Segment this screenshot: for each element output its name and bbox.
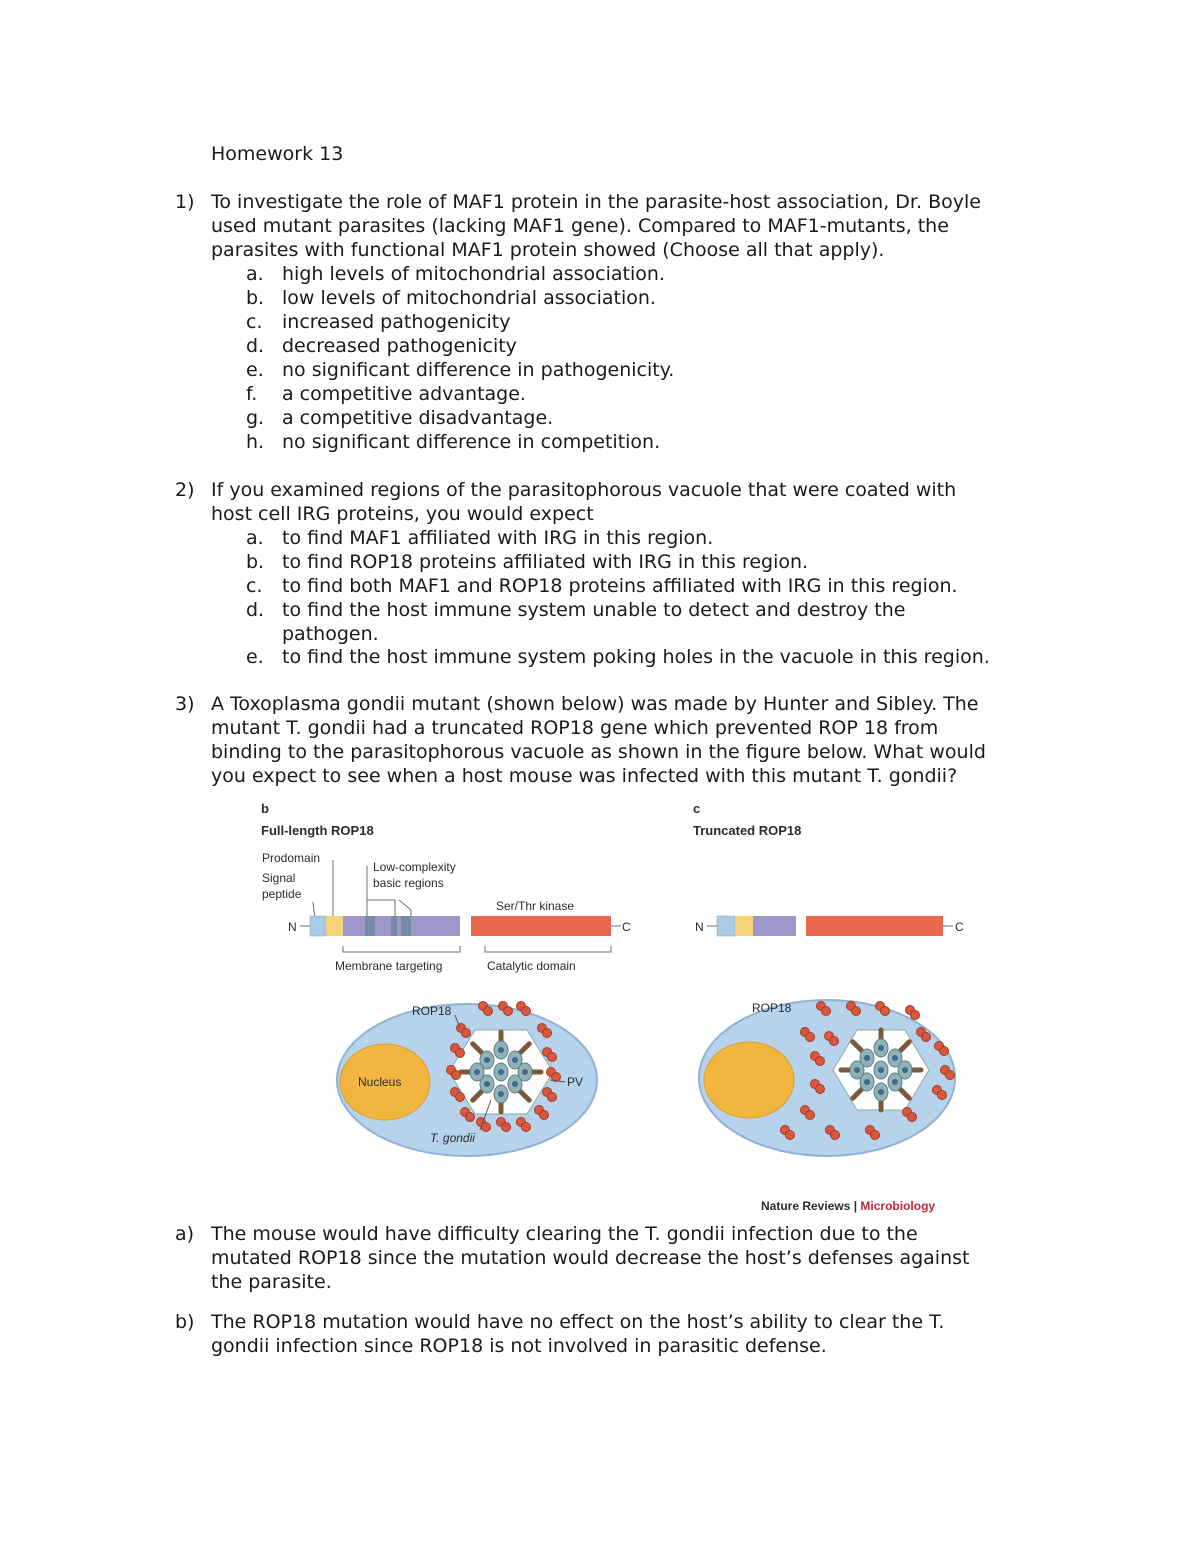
panel-c-letter: c — [693, 801, 701, 816]
option-letter: c. — [246, 575, 263, 597]
parasite-nucleus — [892, 1055, 898, 1061]
option-text: high levels of mitochondrial association. — [282, 263, 665, 285]
option-text: to find ROP18 proteins affiliated with IRG in this region. — [282, 551, 809, 573]
n-terminus-label: N — [288, 920, 297, 934]
option-letter: a. — [246, 263, 264, 285]
answer-text-line: The ROP18 mutation would have no effect on the host’s ability to clear the T. — [211, 1311, 945, 1333]
rop18-dot — [482, 1123, 491, 1132]
rop18-dot — [911, 1011, 920, 1020]
question-text-line: host cell IRG proteins, you would expect — [211, 503, 594, 525]
parasite-cluster-b — [461, 1032, 541, 1112]
nucleus-label: Nucleus — [358, 1075, 402, 1089]
c-terminus-label-c: C — [955, 920, 964, 934]
parasite-nucleus — [512, 1081, 518, 1087]
question-number: 1) — [175, 191, 195, 213]
credit-journal: Nature Reviews — [761, 1199, 851, 1213]
membrane-targeting-label: Membrane targeting — [335, 959, 443, 973]
option-letter: a. — [246, 527, 264, 549]
rop18-dot — [946, 1071, 955, 1080]
page-title: Homework 13 — [211, 143, 344, 165]
rop18-dot — [831, 1131, 840, 1140]
question-text-line: If you examined regions of the parasitophorous vacuole that were coated with — [211, 479, 957, 501]
answer-text-line: gondii infection since ROP18 is not involved in parasitic defense. — [211, 1335, 827, 1357]
n-terminus-label-c: N — [695, 920, 704, 934]
rop18-dot — [806, 1033, 815, 1042]
question-text-line: you expect to see when a host mouse was infected with this mutant T. gondii? — [211, 765, 958, 787]
rop18-dot — [543, 1029, 552, 1038]
rop18-dot — [484, 1007, 493, 1016]
option-text: a competitive advantage. — [282, 383, 526, 405]
parasite-nucleus — [892, 1079, 898, 1085]
rop18-dot — [922, 1033, 931, 1042]
rop18-dot — [548, 1053, 557, 1062]
panel-b-title: Full-length ROP18 — [261, 823, 374, 838]
rop18-dot — [908, 1113, 917, 1122]
answer-text-line: mutated ROP18 since the mutation would decrease the host’s defenses against — [211, 1247, 970, 1269]
option-text: to find both MAF1 and ROP18 proteins affiliated with IRG in this region. — [282, 575, 958, 597]
rop18-dot — [816, 1057, 825, 1066]
option-text-continued: pathogen. — [282, 623, 379, 645]
option-letter: g. — [246, 407, 265, 429]
rop18-dot — [540, 1111, 549, 1120]
answer-letter: b) — [175, 1311, 195, 1333]
answer-text-line: the parasite. — [211, 1271, 332, 1293]
parasite-nucleus — [522, 1069, 528, 1075]
rop18-figure — [255, 800, 975, 1218]
option-letter: e. — [246, 359, 264, 381]
basic-regions-label: basic regions — [373, 876, 444, 890]
rop18-dot — [522, 1123, 531, 1132]
catalytic-bracket — [485, 946, 611, 952]
question-text-line: mutant T. gondii had a truncated ROP18 gene which prevented ROP 18 from — [211, 717, 939, 739]
membrane-bracket — [343, 946, 460, 952]
rop18-dot — [871, 1131, 880, 1140]
option-text: no significant difference in pathogenicity. — [282, 359, 675, 381]
pv-label: PV — [567, 1075, 584, 1089]
parasite-nucleus — [854, 1067, 860, 1073]
parasite-nucleus — [498, 1047, 504, 1053]
option-text: decreased pathogenicity — [282, 335, 517, 357]
parasite-nucleus — [864, 1055, 870, 1061]
credit-section: Microbiology — [860, 1199, 936, 1213]
option-text: increased pathogenicity — [282, 311, 511, 333]
rop18-dot — [548, 1093, 557, 1102]
rop18-dot — [456, 1049, 465, 1058]
option-letter: f. — [246, 383, 258, 405]
rop18-label-c: ROP18 — [752, 1001, 792, 1015]
signal-label: Signal — [262, 871, 296, 885]
parasite-nucleus — [864, 1079, 870, 1085]
c-terminus-label: C — [622, 920, 631, 934]
prodomain-label: Prodomain — [262, 851, 321, 865]
prodomain-segment-c — [735, 916, 753, 936]
parasite-nucleus — [512, 1057, 518, 1063]
question-number: 2) — [175, 479, 195, 501]
option-text: low levels of mitochondrial association. — [282, 287, 656, 309]
parasite-nucleus — [878, 1045, 884, 1051]
low-complexity-label: Low-complexity — [373, 860, 456, 874]
nucleus-c — [704, 1042, 794, 1118]
parasite-nucleus — [878, 1067, 884, 1073]
panel-c-title: Truncated ROP18 — [693, 823, 802, 838]
rop18-dot — [938, 1091, 947, 1100]
option-letter: d. — [246, 599, 265, 621]
rop18-dot — [806, 1111, 815, 1120]
prodomain-segment — [326, 916, 343, 936]
rop18-dot — [504, 1007, 513, 1016]
option-letter: c. — [246, 311, 263, 333]
question-text-line: To investigate the role of MAF1 protein in the parasite-host association, Dr. Boyle — [211, 191, 981, 213]
option-letter: b. — [246, 551, 265, 573]
question-text-line: used mutant parasites (lacking MAF1 gene). Compared to MAF1-mutants, the — [211, 215, 949, 237]
parasite-nucleus — [484, 1057, 490, 1063]
rop18-dot — [786, 1131, 795, 1140]
option-letter: b. — [246, 287, 265, 309]
answer-letter: a) — [175, 1223, 195, 1245]
option-text: no significant difference in competition. — [282, 431, 661, 453]
signal-peptide-segment — [310, 916, 326, 936]
rop18-dot — [940, 1047, 949, 1056]
rop18-dot — [852, 1007, 861, 1016]
rop18-dot — [830, 1037, 839, 1046]
basic-region-band — [391, 916, 397, 936]
signal-peptide-segment-c — [717, 916, 735, 936]
rop18-dot — [816, 1085, 825, 1094]
option-text: to find the host immune system unable to detect and destroy the — [282, 599, 906, 621]
credit-separator: | — [850, 1199, 861, 1213]
option-letter: h. — [246, 431, 265, 453]
rop18-dot — [466, 1113, 475, 1122]
question-number: 3) — [175, 693, 195, 715]
option-text: to find MAF1 affiliated with IRG in this region. — [282, 527, 714, 549]
parasite-nucleus — [498, 1091, 504, 1097]
low-complexity-segment-c — [753, 916, 796, 936]
peptide-label: peptide — [262, 887, 302, 901]
question-text-line: parasites with functional MAF1 protein showed (Choose all that apply). — [211, 239, 885, 261]
rop18-dot — [452, 1071, 461, 1080]
rop18-dot — [456, 1093, 465, 1102]
t-gondii-label: T. gondii — [430, 1131, 475, 1145]
question-text-line: binding to the parasitophorous vacuole as shown in the figure below. What would — [211, 741, 986, 763]
option-text: a competitive disadvantage. — [282, 407, 554, 429]
question-text-line: A Toxoplasma gondii mutant (shown below) was made by Hunter and Sibley. The — [211, 693, 979, 715]
option-letter: e. — [246, 646, 264, 668]
kinase-segment-c — [806, 916, 943, 936]
kinase-segment — [471, 916, 611, 936]
rop18-label-b: ROP18 — [412, 1004, 452, 1018]
rop18-dot — [462, 1029, 471, 1038]
parasite-nucleus — [484, 1081, 490, 1087]
figure-credit — [761, 1199, 935, 1213]
parasite-cluster-c — [841, 1030, 921, 1110]
kinase-label: Ser/Thr kinase — [496, 899, 575, 913]
rop18-dot — [502, 1123, 511, 1132]
answer-text-line: The mouse would have difficulty clearing the T. gondii infection due to the — [211, 1223, 918, 1245]
option-text: to find the host immune system poking holes in the vacuole in this region. — [282, 646, 990, 668]
catalytic-domain-label: Catalytic domain — [487, 959, 576, 973]
rop18-dot — [822, 1007, 831, 1016]
parasite-nucleus — [902, 1067, 908, 1073]
parasite-nucleus — [498, 1069, 504, 1075]
parasite-nucleus — [878, 1089, 884, 1095]
basic-region-band — [401, 916, 411, 936]
basic-region-band — [365, 916, 375, 936]
panel-b-letter: b — [261, 801, 269, 816]
rop18-dot — [522, 1007, 531, 1016]
option-letter: d. — [246, 335, 265, 357]
rop18-dot — [881, 1007, 890, 1016]
parasite-nucleus — [474, 1069, 480, 1075]
